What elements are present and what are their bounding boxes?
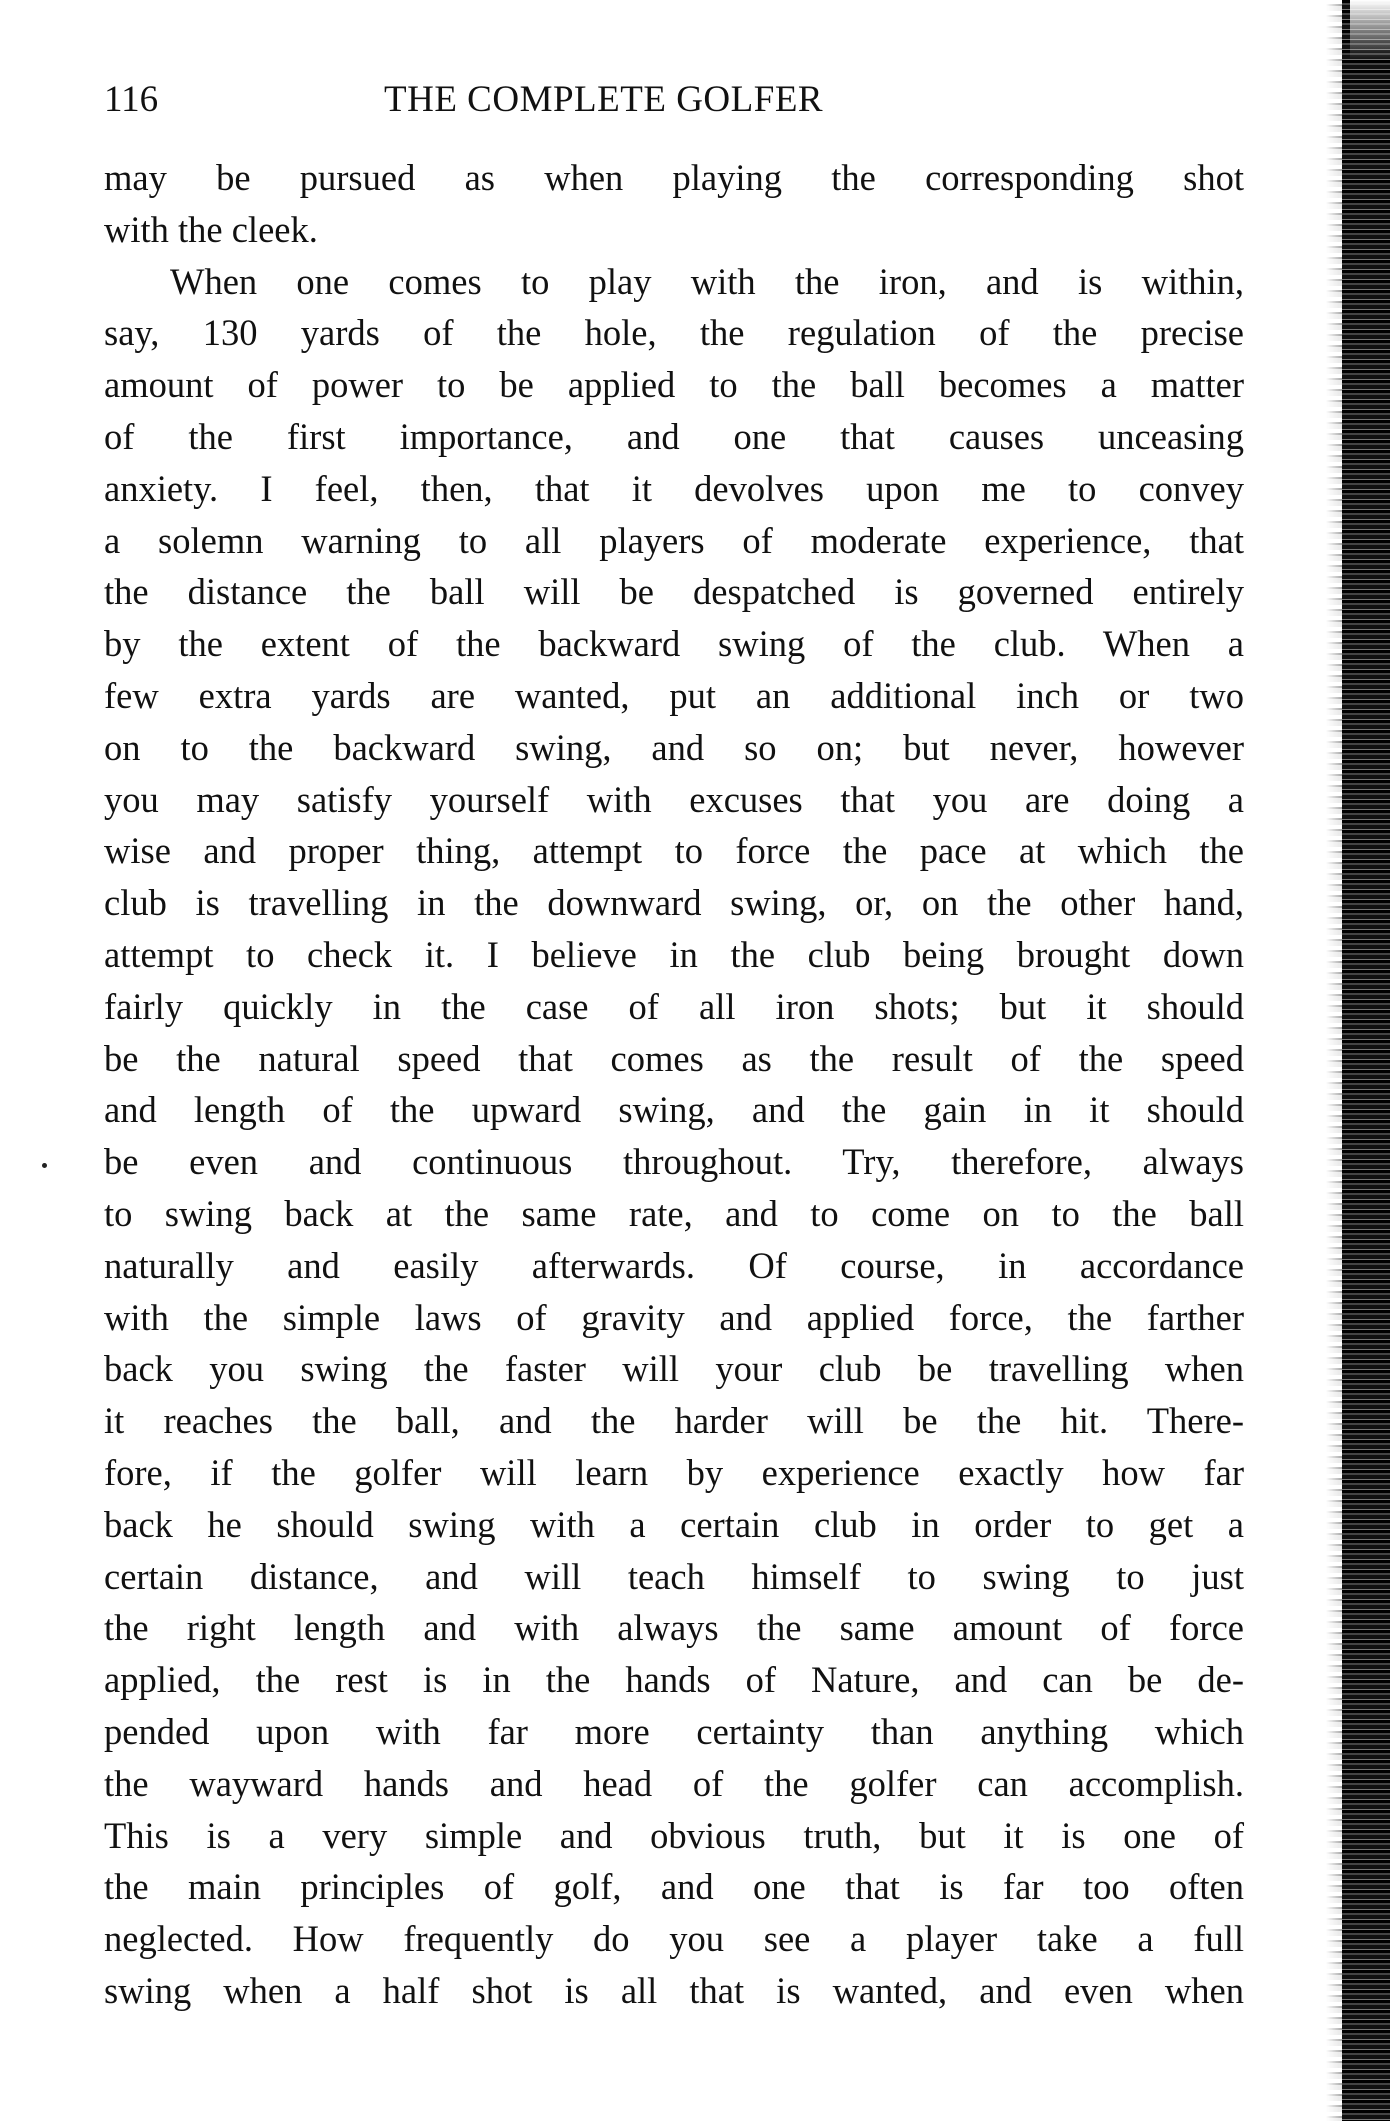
page-edge-binding [1342, 0, 1390, 2121]
text-line: amount of power to be applied to the ball becomes a matter [104, 364, 1244, 406]
text-line: the wayward hands and head of the golfer can accomplish. [104, 1762, 1244, 1804]
text-line: This is a very simple and obvious truth, but it is one of [104, 1814, 1244, 1856]
text-line: the main principles of golf, and one that is far too often [104, 1866, 1244, 1908]
text-line: attempt to check it. I believe in the club being brought down [104, 933, 1244, 975]
text-line: say, 130 yards of the hole, the regulation of the precise [104, 312, 1244, 354]
text-line: with the simple laws of gravity and applied force, the farther [104, 1296, 1244, 1338]
text-line: be the natural speed that comes as the result of the speed [104, 1037, 1244, 1079]
text-line: be even and continuous throughout. Try, therefore, always [104, 1141, 1244, 1183]
scan-speck [42, 1163, 47, 1168]
text-line: it reaches the ball, and the harder will be the hit. There- [104, 1400, 1244, 1442]
text-line: applied, the rest is in the hands of Nature, and can be de- [104, 1659, 1244, 1701]
text-line: fore, if the golfer will learn by experience exactly how far [104, 1451, 1244, 1493]
text-line: and length of the upward swing, and the gain in it should [104, 1089, 1244, 1131]
text-line: anxiety. I feel, then, that it devolves upon me to convey [104, 467, 1244, 509]
text-line: the right length and with always the same amount of force [104, 1607, 1244, 1649]
running-title: THE COMPLETE GOLFER [384, 79, 824, 120]
running-header [104, 78, 1244, 128]
text-line: back he should swing with a certain club in order to get a [104, 1503, 1244, 1545]
text-line: pended upon with far more certainty than anything which [104, 1710, 1244, 1752]
text-line: swing when a half shot is all that is wanted, and even when [104, 1969, 1244, 2011]
text-line: certain distance, and will teach himself to swing to just [104, 1555, 1244, 1597]
text-line: wise and proper thing, attempt to force the pace at which the [104, 830, 1244, 872]
text-line: fairly quickly in the case of all iron shots; but it should [104, 985, 1244, 1027]
text-line: neglected. How frequently do you see a player take a full [104, 1918, 1244, 1960]
text-line: When one comes to play with the iron, and is within, [170, 260, 1244, 302]
text-line: on to the backward swing, and so on; but never, however [104, 726, 1244, 768]
text-line: naturally and easily afterwards. Of course, in accordance [104, 1244, 1244, 1286]
text-line: may be pursued as when playing the corresponding shot [104, 157, 1244, 198]
text-line: by the extent of the backward swing of the club. When a [104, 623, 1244, 665]
text-line: you may satisfy yourself with excuses that you are doing a [104, 778, 1244, 820]
body-text [104, 152, 1244, 2017]
text-line: the distance the ball will be despatched is governed entirely [104, 571, 1244, 613]
text-line: back you swing the faster will your club be travelling when [104, 1348, 1244, 1390]
page-edge-top [1350, 0, 1390, 60]
text-line: club is travelling in the downward swing, or, on the other hand, [104, 882, 1244, 924]
text-line: of the first importance, and one that causes unceasing [104, 415, 1244, 457]
page-number: 116 [104, 79, 159, 120]
text-line: to swing back at the same rate, and to come on to the ball [104, 1192, 1244, 1234]
text-line: a solemn warning to all players of moderate experience, that [104, 519, 1244, 561]
text-line: few extra yards are wanted, put an additional inch or two [104, 674, 1244, 716]
text-line: with the cleek. [104, 208, 318, 250]
